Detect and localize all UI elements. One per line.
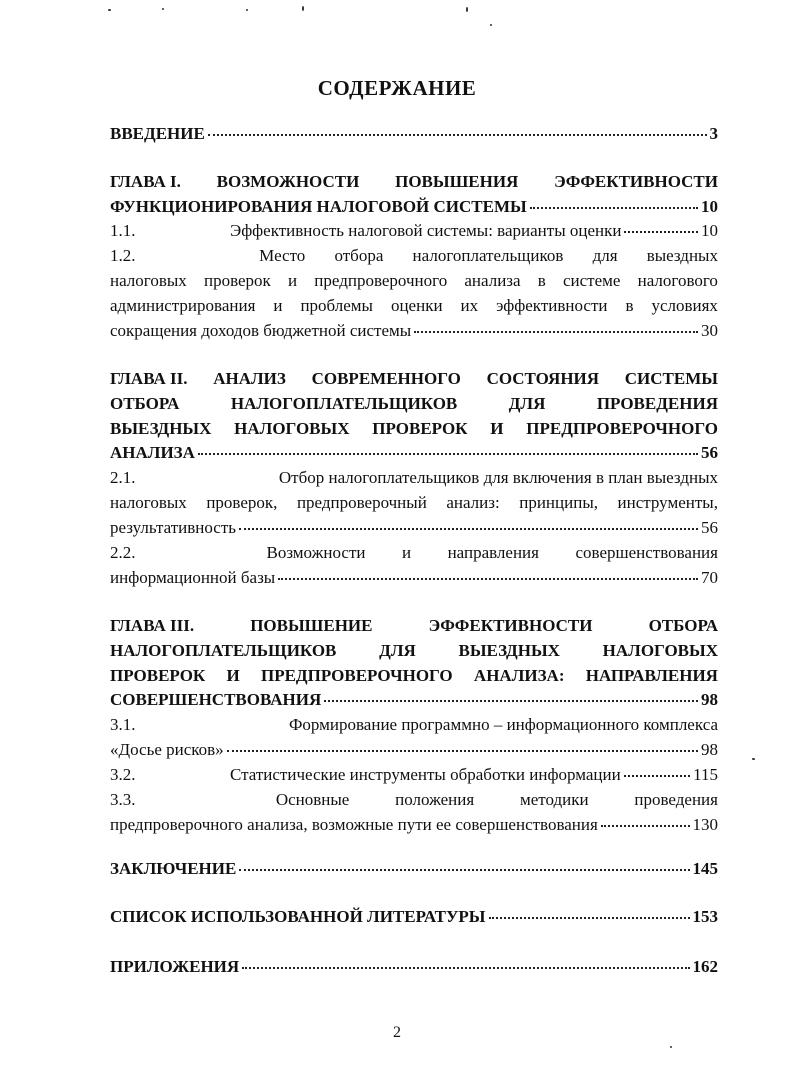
scan-speck: [162, 8, 164, 10]
scan-speck: [752, 758, 755, 760]
entry-page: 70: [701, 568, 718, 587]
dot-leader: [227, 750, 698, 752]
dot-leader: [414, 331, 698, 333]
toc-entry-2-1-cont: налоговых проверок, предпроверочный анализ: принципы, инструменты,: [110, 493, 718, 512]
entry-page: 130: [692, 815, 718, 834]
scan-speck: [302, 6, 304, 11]
chapter-2-heading[interactable]: ГЛАВА II. АНАЛИЗ СОВРЕМЕННОГО СОСТОЯНИЯ СИСТЕМЫ: [110, 369, 718, 388]
toc-entry-2-1[interactable]: [110, 466, 718, 490]
toc-entry-introduction[interactable]: [110, 122, 718, 146]
section-number: 3.1.: [110, 715, 136, 734]
entry-page: 30: [701, 321, 718, 340]
section-number: 3.3.: [110, 790, 136, 809]
section-title: Статистические инструменты обработки информации: [230, 765, 621, 784]
toc-entry-3-1-end: «Досье рисков» 98: [110, 738, 718, 762]
entry-label: ВВЕДЕНИЕ: [110, 124, 205, 143]
toc-entry-1-2-end: сокращения доходов бюджетной системы 30: [110, 319, 718, 343]
dot-leader: [530, 207, 698, 209]
dot-leader: [489, 917, 690, 919]
dot-leader: [198, 453, 698, 455]
toc-entry-conclusion[interactable]: [110, 857, 718, 881]
entry-page: 10: [701, 221, 718, 240]
scan-speck: [108, 9, 111, 11]
dot-leader: [624, 231, 698, 233]
section-title: Отбор налогоплательщиков для включения в план выездных: [278, 468, 718, 487]
scan-speck: [466, 7, 468, 12]
dot-leader: [324, 700, 698, 702]
chapter-3-heading-end: СОВЕРШЕНСТВОВАНИЯ 98: [110, 688, 718, 712]
toc-entry-2-2[interactable]: 2.2. Возможности и направления совершенствования: [110, 541, 718, 565]
dot-leader: [242, 967, 689, 969]
entry-page: 98: [701, 740, 718, 759]
entry-page: 115: [693, 765, 718, 784]
toc-entry-appendix[interactable]: [110, 955, 718, 979]
scan-speck: [246, 9, 248, 11]
chapter-2-heading-end: АНАЛИЗА 56: [110, 441, 718, 465]
entry-label: ЗАКЛЮЧЕНИЕ: [110, 859, 237, 878]
entry-page: 56: [701, 443, 718, 462]
entry-page: 145: [692, 859, 718, 878]
section-title: Формирование программно – информационного комплекса: [288, 715, 718, 734]
toc-entry-1-2-cont: администрирования и проблемы оценки их эффективности в условиях: [110, 296, 718, 315]
toc-entry-3-3-end: предпроверочного анализа, возможные пути ее совершенствования 130: [110, 813, 718, 837]
chapter-3-heading-cont: НАЛОГОПЛАТЕЛЬЩИКОВ ДЛЯ ВЫЕЗДНЫХ НАЛОГОВЫХ: [110, 641, 718, 660]
toc-entry-1-2-cont: налоговых проверок и предпроверочного анализа в системе налогового: [110, 271, 718, 290]
chapter-2-heading-cont: ОТБОРА НАЛОГОПЛАТЕЛЬЩИКОВ ДЛЯ ПРОВЕДЕНИЯ: [110, 394, 718, 413]
dot-leader: [239, 869, 689, 871]
dot-leader: [278, 578, 698, 580]
dot-leader: [239, 528, 698, 530]
toc-entry-2-1-end: результативность 56: [110, 516, 718, 540]
chapter-1-heading[interactable]: ГЛАВА I. ВОЗМОЖНОСТИ ПОВЫШЕНИЯ ЭФФЕКТИВНОСТИ: [110, 172, 718, 191]
entry-label: ПРИЛОЖЕНИЯ: [110, 957, 240, 976]
dot-leader: [624, 775, 690, 777]
entry-page: 56: [701, 518, 718, 537]
toc-entry-references[interactable]: [110, 905, 718, 929]
page-number: 2: [393, 1024, 401, 1041]
section-number: 1.1.: [110, 221, 136, 240]
section-number: 2.1.: [110, 468, 136, 487]
section-number: 3.2.: [110, 765, 136, 784]
entry-label: СПИСОК ИСПОЛЬЗОВАННОЙ ЛИТЕРАТУРЫ: [110, 907, 486, 926]
chapter-3-heading-cont: ПРОВЕРОК И ПРЕДПРОВЕРОЧНОГО АНАЛИЗА: НАПРАВЛЕНИЯ: [110, 666, 718, 685]
chapter-1-heading-end[interactable]: ФУНКЦИОНИРОВАНИЯ НАЛОГОВОЙ СИСТЕМЫ 10: [110, 195, 718, 219]
entry-page: 162: [692, 957, 718, 976]
chapter-3-heading[interactable]: ГЛАВА III. ПОВЫШЕНИЕ ЭФФЕКТИВНОСТИ ОТБОРА: [110, 616, 718, 635]
entry-page: 153: [692, 907, 718, 926]
page-title: СОДЕРЖАНИЕ: [317, 76, 477, 100]
toc-entry-1-2[interactable]: 1.2. Место отбора налогоплательщиков для выездных: [110, 244, 718, 268]
toc-entry-3-1[interactable]: [110, 713, 718, 737]
toc-entry-3-3[interactable]: 3.3. Основные положения методики проведения: [110, 788, 718, 812]
scan-speck: [490, 24, 492, 26]
entry-page: 3: [709, 124, 718, 143]
toc-entry-3-2[interactable]: [110, 763, 718, 787]
toc-entry-2-2-end: информационной базы 70: [110, 566, 718, 590]
chapter-2-heading-cont: ВЫЕЗДНЫХ НАЛОГОВЫХ ПРОВЕРОК И ПРЕДПРОВЕРОЧНОГО: [110, 419, 718, 438]
toc-entry-1-1[interactable]: [110, 219, 718, 243]
section-title: Эффективность налоговой системы: варианты оценки: [230, 221, 622, 240]
section-number: 2.2.: [110, 543, 136, 562]
dot-leader: [208, 134, 707, 136]
entry-page: 98: [701, 690, 718, 709]
scan-speck: [670, 1046, 672, 1048]
section-number: 1.2.: [110, 246, 136, 265]
entry-page: 10: [701, 197, 718, 216]
dot-leader: [601, 825, 690, 827]
